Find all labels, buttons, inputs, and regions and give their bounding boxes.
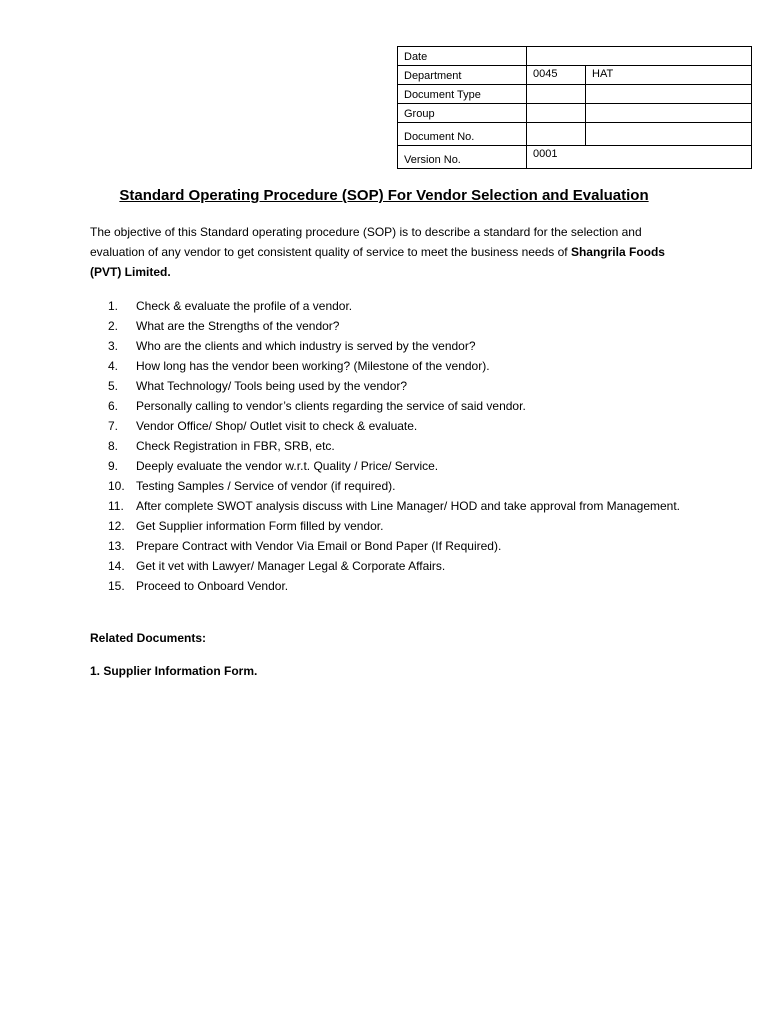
info-label: Document Type (398, 85, 527, 104)
info-extra (586, 85, 752, 104)
step-text: Get Supplier information Form filled by vendor. (136, 519, 384, 533)
list-item (90, 496, 690, 516)
info-label: Group (398, 104, 527, 123)
step-text: Who are the clients and which industry is served by the vendor? (136, 339, 476, 353)
info-extra: HAT (586, 66, 752, 85)
document-info-table (397, 46, 752, 169)
info-value (527, 47, 752, 66)
step-text: How long has the vendor been working? (Milestone of the vendor). (136, 359, 490, 373)
step-number: 8. (108, 439, 119, 453)
step-text: Personally calling to vendor’s clients regarding the service of said vendor. (136, 399, 526, 413)
step-number: 14. (108, 559, 125, 573)
list-item (90, 456, 690, 476)
step-text: Prepare Contract with Vendor Via Email or Bond Paper (If Required). (136, 539, 502, 553)
step-text: What Technology/ Tools being used by the vendor? (136, 379, 408, 393)
info-row-group (398, 104, 752, 123)
step-number: 1. (108, 299, 119, 313)
list-item (90, 396, 690, 416)
step-number: 15. (108, 579, 125, 593)
procedure-steps-list (90, 296, 690, 596)
info-row-document-type (398, 85, 752, 104)
list-item (90, 316, 690, 336)
list-item (90, 436, 690, 456)
step-number: 12. (108, 519, 125, 533)
info-value (527, 123, 586, 146)
list-item (90, 576, 690, 596)
step-number: 6. (108, 399, 119, 413)
list-item (90, 536, 690, 556)
list-item (90, 336, 690, 356)
step-number: 9. (108, 459, 119, 473)
step-text: Vendor Office/ Shop/ Outlet visit to check & evaluate. (136, 419, 418, 433)
objective-text: The objective of this Standard operating procedure (SOP) is to describe a standard for the selection and evaluation of any vendor to get consistent quality of service to meet the business needs of (90, 225, 642, 259)
info-value: 0001 (527, 146, 752, 169)
step-text: Check & evaluate the profile of a vendor. (136, 299, 353, 313)
step-text: Testing Samples / Service of vendor (if required). (136, 479, 396, 493)
info-value (527, 85, 586, 104)
list-item (90, 416, 690, 436)
info-label: Date (398, 47, 527, 66)
info-row-version-no (398, 146, 752, 169)
step-number: 3. (108, 339, 119, 353)
info-label: Department (398, 66, 527, 85)
list-item (90, 476, 690, 496)
step-number: 4. (108, 359, 119, 373)
list-item (90, 516, 690, 536)
info-row-date (398, 47, 752, 66)
info-label: Version No. (398, 146, 527, 169)
step-number: 11. (108, 499, 124, 513)
company-name: Shangrila Foods (PVT) Limited. (90, 245, 665, 279)
step-number: 7. (108, 419, 119, 433)
step-text: Check Registration in FBR, SRB, etc. (136, 439, 335, 453)
list-item (90, 296, 690, 316)
info-extra (586, 104, 752, 123)
info-row-department (398, 66, 752, 85)
step-number: 10. (108, 479, 125, 493)
related-document-item: 1. Supplier Information Form. (90, 664, 258, 678)
info-value: 0045 (527, 66, 586, 85)
document-title: Standard Operating Procedure (SOP) For Vendor Selection and Evaluation (119, 187, 649, 204)
step-text: Deeply evaluate the vendor w.r.t. Quality / Price/ Service. (136, 459, 439, 473)
step-number: 2. (108, 319, 119, 333)
step-number: 13. (108, 539, 125, 553)
list-item (90, 376, 690, 396)
list-item (90, 356, 690, 376)
step-text: What are the Strengths of the vendor? (136, 319, 340, 333)
step-text: After complete SWOT analysis discuss with Line Manager/ HOD and take approval from Management. (136, 499, 681, 513)
list-item (90, 556, 690, 576)
info-row-document-no (398, 123, 752, 146)
step-text: Get it vet with Lawyer/ Manager Legal & Corporate Affairs. (136, 559, 446, 573)
step-number: 5. (108, 379, 119, 393)
info-extra (586, 123, 752, 146)
info-label: Document No. (398, 123, 527, 146)
info-value (527, 104, 586, 123)
objective-paragraph (90, 222, 680, 282)
related-documents-heading: Related Documents: (90, 631, 207, 645)
step-text: Proceed to Onboard Vendor. (136, 579, 289, 593)
